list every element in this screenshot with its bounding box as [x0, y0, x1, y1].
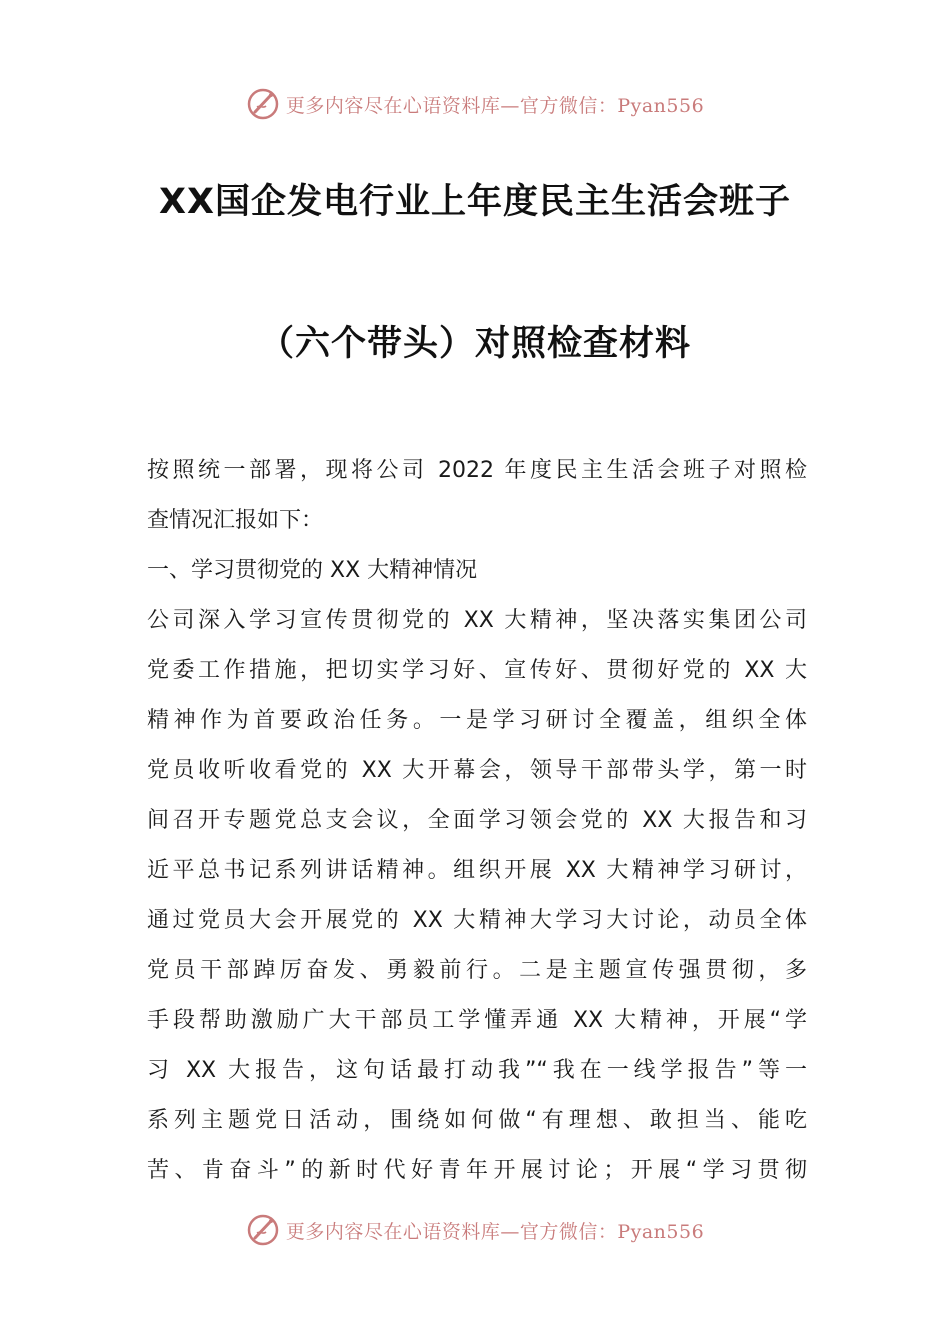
- body-line: 按照统一部署，现将公司 2022 年度民主生活会班子对照检: [147, 458, 807, 483]
- body-line: 苦、肯奋斗”的新时代好青年开展讨论；开展“学习贯彻: [147, 1158, 807, 1183]
- section-heading: 一、学习贯彻党的 XX 大精神情况: [147, 558, 478, 583]
- document-body: [147, 446, 807, 1196]
- body-line: 手段帮助激励广大干部员工学懂弄通 XX 大精神，开展“学: [147, 1008, 807, 1033]
- body-line: 系列主题党日活动，围绕如何做“有理想、敢担当、能吃: [147, 1108, 807, 1133]
- watermark-text: 更多内容尽在心语资料库—官方微信：Pyan556: [285, 1220, 705, 1243]
- document-title-line-1: XX国企发电行业上年度民主生活会班子: [159, 182, 791, 222]
- body-line: 公司深入学习宣传贯彻党的 XX 大精神，坚决落实集团公司: [147, 608, 807, 633]
- pen-logo-icon: [246, 87, 280, 121]
- body-line: 党员干部踔厉奋发、勇毅前行。二是主题宣传强贯彻，多: [147, 958, 807, 983]
- body-line: 近平总书记系列讲话精神。组织开展 XX 大精神学习研讨，: [147, 858, 807, 883]
- body-line: 党委工作措施，把切实学习好、宣传好、贯彻好党的 XX 大: [147, 658, 807, 683]
- pen-logo-icon: [246, 1213, 280, 1247]
- watermark-banner-top: [0, 84, 950, 124]
- body-line: 习 XX 大报告，这句话最打动我”“我在一线学报告”等一: [147, 1058, 807, 1083]
- body-line: 查情况汇报如下：: [147, 508, 324, 533]
- watermark-banner-bottom: [0, 1210, 950, 1250]
- body-line: 通过党员大会开展党的 XX 大精神大学习大讨论，动员全体: [147, 908, 807, 933]
- body-line: 党员收听收看党的 XX 大开幕会，领导干部带头学，第一时: [147, 758, 807, 783]
- document-title-line-2: （六个带头）对照检查材料: [258, 324, 691, 364]
- watermark-text: 更多内容尽在心语资料库—官方微信：Pyan556: [285, 94, 705, 117]
- body-line: 精神作为首要政治任务。一是学习研讨全覆盖，组织全体: [147, 708, 807, 733]
- body-line: 间召开专题党总支会议，全面学习领会党的 XX 大报告和习: [147, 808, 807, 833]
